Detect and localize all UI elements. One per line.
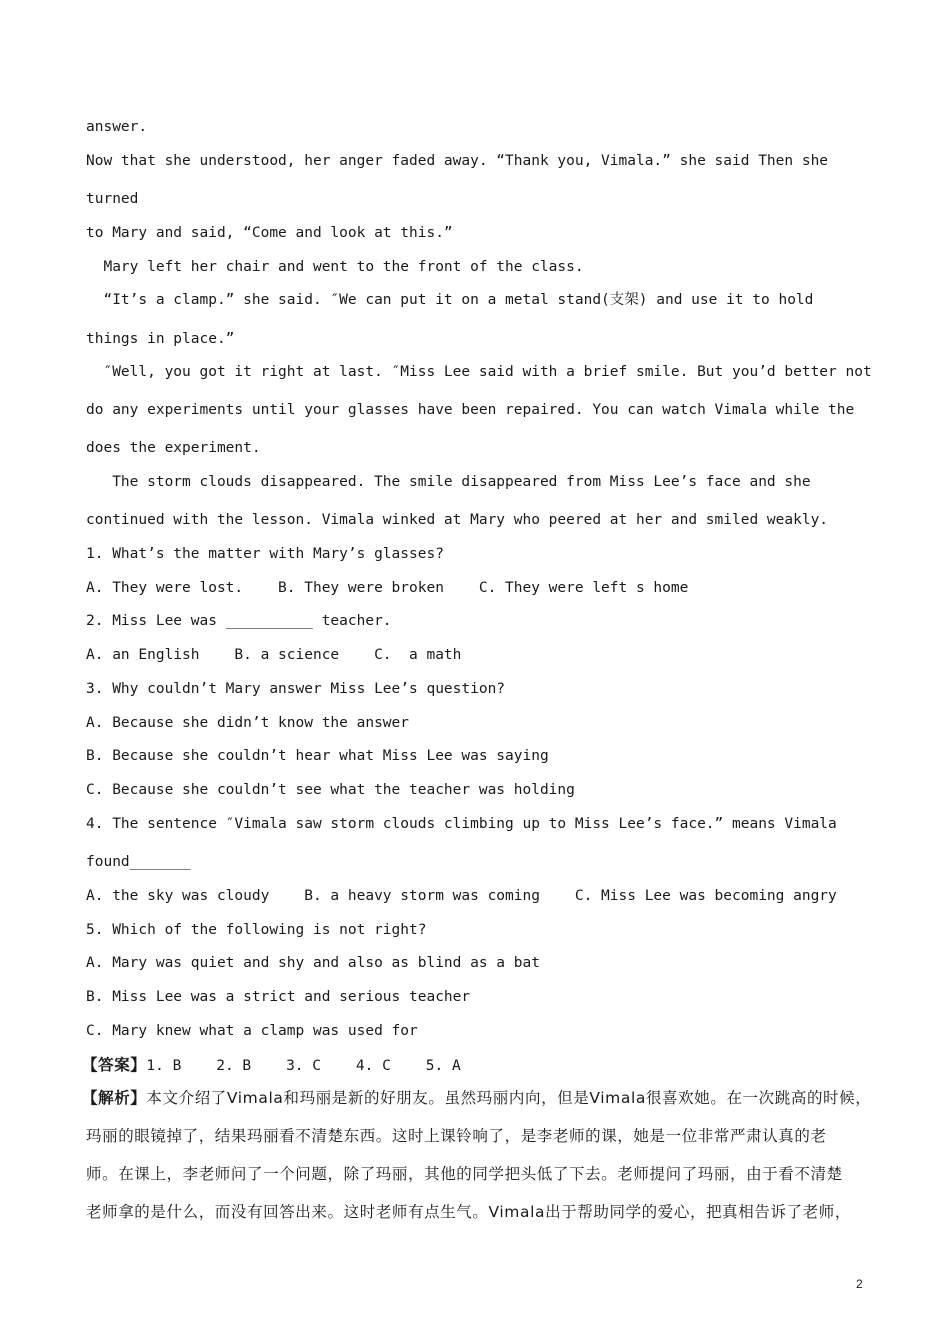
question-5: 5. Which of the following is not right? [86, 922, 427, 938]
text-line: turned [86, 191, 139, 207]
text-line: The storm clouds disappeared. The smile disappeared from Miss Lee’s face and she [86, 474, 811, 490]
analysis-label: 【解析】 [82, 1089, 147, 1107]
question-2-options: A. an English B. a science C. a math [86, 647, 462, 663]
analysis-line: 老师拿的是什么，而没有回答出来。这时老师有点生气。Vimala出于帮助同学的爱心，把真相告诉了老师， [86, 1203, 851, 1221]
question-3-option-a: A. Because she didn’t know the answer [86, 715, 410, 731]
text-line: to Mary and said, “Come and look at this.” [86, 225, 453, 241]
analysis-text: 本文介绍了Vimala和玛丽是新的好朋友。虽然玛丽内向，但是Vimala很喜欢她。在一次跳高的时候， [146, 1089, 872, 1107]
page-number: 2 [856, 1277, 863, 1291]
analysis-line: 师。在课上，李老师问了一个问题，除了玛丽，其他的同学把头低了下去。老师提问了玛丽，由于看不清楚 [86, 1165, 843, 1183]
answer-line [82, 1055, 461, 1076]
question-3-option-c: C. Because she couldn’t see what the teacher was holding [86, 782, 575, 798]
text-line: things in place.” [86, 331, 235, 347]
question-2: 2. Miss Lee was __________ teacher. [86, 613, 392, 629]
question-5-option-b: B. Miss Lee was a strict and serious teacher [86, 989, 471, 1005]
analysis-line [82, 1088, 871, 1108]
question-3-option-b: B. Because she couldn’t hear what Miss Lee was saying [86, 748, 549, 764]
question-4-continued: found_______ [86, 854, 191, 870]
question-4-options: A. the sky was cloudy B. a heavy storm was coming C. Miss Lee was becoming angry [86, 888, 837, 904]
text-line: answer. [86, 119, 148, 135]
answer-text: 1. B 2. B 3. C 4. C 5. A [146, 1058, 461, 1074]
question-4: 4. The sentence ″Vimala saw storm clouds climbing up to Miss Lee’s face.” means Vimala [86, 816, 837, 832]
question-5-option-c: C. Mary knew what a clamp was used for [86, 1023, 418, 1039]
text-line: Mary left her chair and went to the front of the class. [86, 259, 584, 275]
text-line: “It’s a clamp.” she said. ″We can put it on a metal stand(支架) and use it to hold [86, 292, 814, 308]
answer-label: 【答案】 [82, 1056, 147, 1074]
text-line: do any experiments until your glasses have been repaired. You can watch Vimala while the [86, 402, 855, 418]
text-line: Now that she understood, her anger faded away. “Thank you, Vimala.” she said Then she [86, 153, 829, 169]
text-line: does the experiment. [86, 440, 261, 456]
analysis-line: 玛丽的眼镜掉了，结果玛丽看不清楚东西。这时上课铃响了，是李老师的课，她是一位非常严肃认真的老 [86, 1127, 827, 1145]
question-5-option-a: A. Mary was quiet and shy and also as blind as a bat [86, 955, 540, 971]
question-1: 1. What’s the matter with Mary’s glasses? [86, 546, 444, 562]
question-3: 3. Why couldn’t Mary answer Miss Lee’s question? [86, 681, 506, 697]
question-1-options: A. They were lost. B. They were broken C. They were left s home [86, 580, 689, 596]
text-line: continued with the lesson. Vimala winked at Mary who peered at her and smiled weakly. [86, 512, 829, 528]
text-line: ″Well, you got it right at last. ″Miss Lee said with a brief smile. But you’d better not [86, 364, 872, 380]
